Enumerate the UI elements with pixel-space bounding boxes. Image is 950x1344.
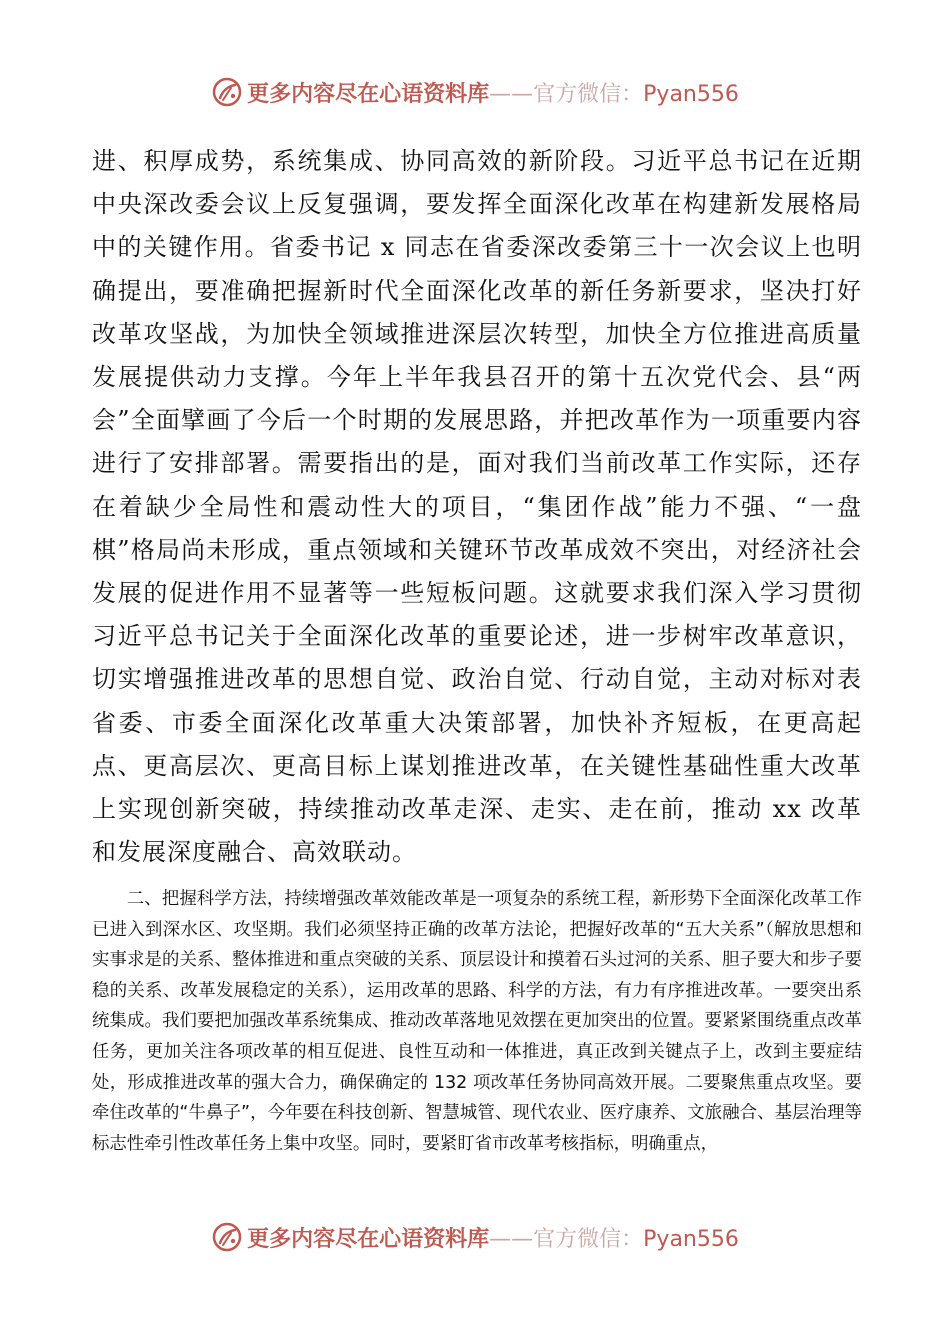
brand-logo-icon xyxy=(211,76,243,108)
watermark-label: 官方微信： xyxy=(533,1226,644,1252)
watermark-brand: 更多内容尽在心语资料库 xyxy=(247,1226,490,1252)
watermark-footer xyxy=(0,1219,950,1255)
watermark-dash: —— xyxy=(489,81,534,107)
body-paragraph: 进、积厚成势，系统集成、协同高效的新阶段。习近平总书记在近期中央深改委会议上反复强调，要发挥全面深化改革在构建新发展格局中的关键作用。省委书记 x 同志在省委深改委第三十一次会议上也明确提出，要准确把握新时代全面深化改革的新任务新要求，坚决打好改革攻坚战，为加快全领域推进深层次转型，加快全方位推进高质量发展提供动力支撑。今年上半年我县召开的第十五次党代会、县“两会”全面擘画了今后一个时期的发展思路，并把改革作为一项重要内容进行了安排部署。需要指出的是，面对我们当前改革工作实际，还存在着缺少全局性和震动性大的项目，“集团作战”能力不强、“一盘棋”格局尚未形成，重点领域和关键环节改革成效不突出，对经济社会发展的促进作用不显著等一些短板问题。这就要求我们深入学习贯彻习近平总书记关于全面深化改革的重要论述，进一步树牢改革意识，切实增强推进改革的思想自觉、政治自觉、行动自觉，主动对标对表省委、市委全面深化改革重大决策部署，加快补齐短板，在更高起点、更高层次、更高目标上谋划推进改革，在关键性基础性重大改革上实现创新突破，持续推动改革走深、走实、走在前，推动 xx 改革和发展深度融合、高效联动。 xyxy=(92,147,862,867)
watermark-label: 官方微信： xyxy=(533,81,644,107)
watermark-wechat-id: Pyan556 xyxy=(643,81,739,107)
watermark-dash: —— xyxy=(489,1226,534,1252)
body-text-block xyxy=(92,140,862,874)
brand-logo-icon xyxy=(211,1221,243,1253)
watermark-wechat-id: Pyan556 xyxy=(643,1226,739,1252)
watermark-brand: 更多内容尽在心语资料库 xyxy=(247,81,490,107)
section-two-paragraph: 二、把握科学方法，持续增强改革效能改革是一项复杂的系统工程，新形势下全面深化改革工作已进入到深水区、攻坚期。我们必须坚持正确的改革方法论，把握好改革的“五大关系”（解放思想和实事求是的关系、整体推进和重点突破的关系、顶层设计和摸着石头过河的关系、胆子要大和步子要稳的关系、改革发展稳定的关系），运用改革的思路、科学的方法，有力有序推进改革。一要突出系统集成。我们要把加强改革系统集成、推动改革落地见效摆在更加突出的位置。要紧紧围绕重点改革任务，更加关注各项改革的相互促进、良性互动和一体推进，真正改到关键点子上，改到主要症结处，形成推进改革的强大合力，确保确定的 132 项改革任务协同高效开展。二要聚焦重点攻坚。要牵住改革的“牛鼻子”，今年要在科技创新、智慧城管、现代农业、医疗康养、文旅融合、基层治理等标志性牵引性改革任务上集中攻坚。同时，要紧盯省市改革考核指标，明确重点， xyxy=(92,889,862,1154)
section-two-block xyxy=(92,884,862,1159)
watermark-header xyxy=(0,74,950,110)
